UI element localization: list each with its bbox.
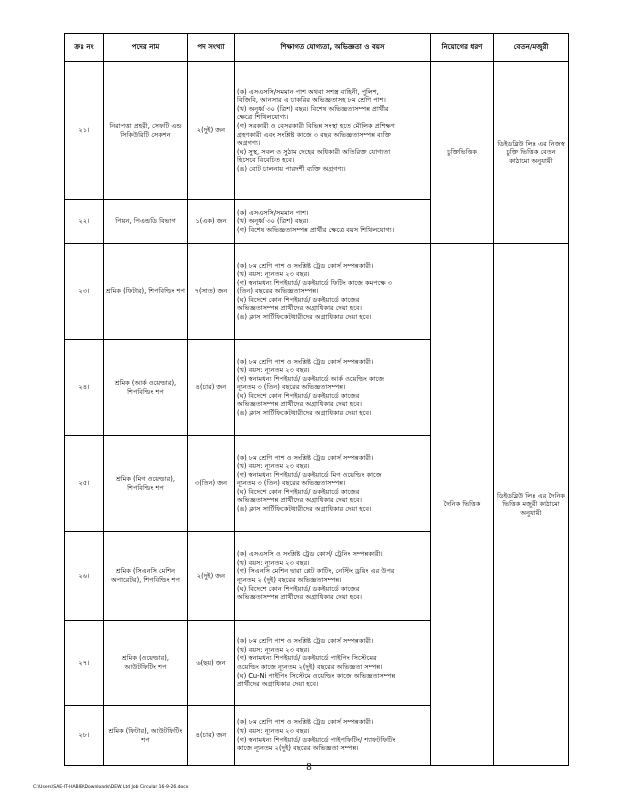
serial-cell: ২২।	[65, 200, 104, 244]
qualification-line: (ঘ) বিদেশে কোন শিপইয়ার্ড/ ডকইয়ার্ডে কাজের	[237, 487, 360, 496]
header-qualification: শিক্ষাগত যোগ্যতা, অভিজ্ঞতা ও বয়স	[235, 34, 431, 62]
qualification-line: (খ) বয়স: ন্যূনতম ২৩ বছর।	[237, 366, 310, 375]
appointment-type-daily: দৈনিক ভিত্তিক	[431, 244, 494, 766]
serial-cell: ২৬।	[65, 532, 104, 621]
qualification-line: (ঘ) বিদেশে কোন শিপইয়ার্ড/ ডকইয়ার্ডে কাজের	[237, 584, 360, 593]
serial-cell: ২৫।	[65, 436, 104, 532]
serial-cell: ২৪।	[65, 340, 104, 436]
qualification-line: ন্যূনতম ৩ (তিন) বছরের অভিজ্ঞতাসম্পন্ন।	[237, 479, 346, 488]
qualification-cell	[235, 706, 431, 766]
qualification-line: (খ) বয়স: ন্যূনতম ২৩ বছর।	[237, 270, 310, 279]
serial-cell: ২১।	[65, 62, 104, 200]
qualification-line: (খ) বয়স: ন্যূনতম ২৩ বছর।	[237, 645, 310, 654]
qualification-line: (গ) স্বনামধন্য শিপইয়ার্ড/ ডকইয়ার্ডে মিগ ওয়েল্ডিং কাজে	[237, 470, 382, 479]
qualification-line: (ক) এসএসসি ও সংশ্লিষ্ট ট্রেড কোর্স/ ট্রেনিং সম্পন্নকারী।	[237, 550, 383, 559]
qualification-line: ন্যূনতম ২ (দুই) বছরের অভিজ্ঞতাসম্পন্ন।	[237, 576, 342, 584]
qualification-line: হিসেবে বিবেচিত হবে।	[237, 156, 295, 165]
qualification-line: ন্যূনতম ৩ (তিন) বছরের অভিজ্ঞতাসম্পন্ন।	[237, 383, 346, 392]
header-appointment-type: নিয়োগের ধরণ	[431, 34, 494, 62]
post-count-cell: ১(এক) জন	[188, 200, 235, 244]
qualification-line: (ঙ) ক্লাস সার্টিফিকেটধারীদের অগ্রাধিকার দেয়া হবে।	[237, 312, 372, 321]
qualification-line: (খ) বয়স: ন্যূনতম ২৩ বছর।	[237, 558, 310, 567]
qualification-line: (ঘ) বিদেশে কোন শিপইয়ার্ড/ ডকইয়ার্ডে কাজের	[237, 391, 360, 400]
qualification-line: (খ) বয়স: ন্যূনতম ২৩ বছর।	[237, 726, 310, 735]
qualification-line: (ঘ) Cu-Ni পাইপিং সিস্টেমে ওয়েল্ডিং কাজে অভিজ্ঞতাসম্পন্ন	[237, 671, 396, 680]
qualification-line: (ক) এসএসসি/সমমান পাশ অথবা সশস্ত্র বাহিনী, পুলিশ,	[237, 87, 379, 96]
post-name-cell: শ্রমিক (ফিটার), আউটফিটিং শপ	[104, 706, 188, 766]
qualification-line: প্রার্থীদের অগ্রাধিকার দেয়া হবে।	[237, 680, 319, 689]
qualification-line: অভিজ্ঞতাসম্পন্ন প্রার্থীদের অগ্রাধিকার দেয়া হবে।	[237, 304, 362, 313]
post-name-cell: শ্রমিক (ওয়েল্ডার), আউটফিটিং শপ	[104, 621, 188, 706]
file-path-footer: C:\Users\SAE-IT-HABIB\Downloads\DEW Ltd Job Circular 16-9-26.docx	[33, 785, 189, 790]
qualification-line: অভিজ্ঞতাসম্পন্ন প্রার্থীদের অগ্রাধিকার দেয়া হবে।	[237, 400, 362, 409]
post-name-cell: শ্রমিক (ফিটার), শিপবিল্ডিং শপ	[104, 244, 188, 340]
qualification-line: (ক) ৮ম শ্রেণি পাশ ও সংশ্লিষ্ট ট্রেড কোর্স সম্পন্নকারী।	[237, 357, 374, 366]
post-count-cell: ৩(তিন) জন	[188, 436, 235, 532]
table-header-row	[65, 34, 569, 62]
qualification-cell	[235, 62, 431, 200]
qualification-line: (গ) বিশেষ অভিজ্ঞতাসম্পন্ন প্রার্থীর ক্ষেত্রে বয়স শিথিলযোগ্য।	[237, 225, 395, 234]
qualification-line: (ঙ) বোট চালনায় পারদর্শী ব্যক্তি অগ্রগণ্য।	[237, 164, 346, 173]
serial-cell: ২৮।	[65, 706, 104, 766]
qualification-cell	[235, 621, 431, 706]
qualification-line: (খ) অনূর্ধ্ব ৩০ (ত্রিশ) বছর।	[237, 217, 309, 226]
post-count-cell: ৬(ছয়) জন	[188, 621, 235, 706]
post-name-cell: শ্রমিক (মিগ ওয়েল্ডার), শিপবিল্ডিং শপ	[104, 436, 188, 532]
appointment-type-contract: চুক্তিভিত্তিক	[431, 62, 494, 244]
header-post-name: পদের নাম	[104, 34, 188, 62]
qualification-line: (ক) ৮ম শ্রেণি পাশ ও সংশ্লিষ্ট ট্রেড কোর্স সম্পন্নকারী।	[237, 453, 374, 462]
salary-daily: ডিইডব্লিউ লিঃ এর দৈনিক ভিত্তিক মজুরী কাঠামো অনুযায়ী	[494, 244, 569, 766]
qualification-cell	[235, 340, 431, 436]
qualification-line: (ঘ) সুস্থ, সবল ও সুঠাম দেহের অধিকারী অতিরিক্ত যোগ্যতা	[237, 147, 391, 156]
qualification-line: (খ) অনূর্ধ্ব ৩০ (ত্রিশ) বছর। বিশেষ অভিজ্ঞতাসম্পন্ন প্রার্থীর	[237, 104, 389, 113]
qualification-line: (গ) স্বনামধন্য শিপইয়ার্ড/ ডকইয়ার্ডে পাইপফিটিং/ শ্যাফটফিটিং	[237, 735, 396, 744]
post-name-cell: শ্রমিক (সিএনসি মেশিন অপারেটর), শিপবিল্ডিং শপ	[104, 532, 188, 621]
qualification-cell	[235, 436, 431, 532]
qualification-line: (তিন) বছরের অভিজ্ঞতাসম্পন্ন।	[237, 287, 319, 296]
qualification-line: (গ) সিএনসি মেশিন দ্বারা প্লেট কাটিং, নেস্টিং ড্রয়িং এর উপর	[237, 567, 395, 576]
table-row	[65, 62, 569, 200]
page-number: 8	[306, 763, 312, 773]
qualification-line: (ক) ৮ম শ্রেণি পাশ ও সংশ্লিষ্ট ট্রেড কোর্স সম্পন্নকারী।	[237, 637, 374, 646]
qualification-line: অভিজ্ঞতাসম্পন্ন প্রার্থীদের অগ্রাধিকার দেয়া হবে।	[237, 593, 362, 602]
serial-cell: ২৩।	[65, 244, 104, 340]
qualification-line: (ঙ) ক্লাস সার্টিফিকেটধারীদের অগ্রাধিকার দেয়া হবে।	[237, 504, 372, 513]
table-row	[65, 244, 569, 340]
qualification-cell	[235, 244, 431, 340]
qualification-line: (ঙ) ক্লাস সার্টিফিকেটধারীদের অগ্রাধিকার দেয়া হবে।	[237, 408, 372, 417]
qualification-line: (গ) স্বনামধন্য শিপইয়ার্ড/ ডকইয়ার্ডে আর্ক ওয়েল্ডিং কাজে	[237, 374, 385, 383]
post-count-cell: ২(দুই) জন	[188, 62, 235, 200]
post-count-cell: ২(দুই) জন	[188, 532, 235, 621]
post-name-cell: পিয়ন, পিএন্ডডি বিভাগ	[104, 200, 188, 244]
qualification-line: (ক) ৮ম শ্রেণি পাশ ও সংশ্লিষ্ট ট্রেড কোর্স সম্পন্নকারী।	[237, 261, 374, 270]
qualification-line: বিজিবি, আনসার এ চাকরির অভিজ্ঞতাসহ ৮ম শ্রেণি পাশ।	[237, 96, 386, 105]
qualification-line: (খ) বয়স: ন্যূনতম ২৩ বছর।	[237, 462, 310, 471]
qualification-cell	[235, 200, 431, 244]
qualification-line: ক্ষেত্রে শিথিলযোগ্য।	[237, 113, 289, 122]
qualification-line: (গ) স্বনামধন্য শিপইয়ার্ড/ ডকইয়ার্ডে ফিটিং কাজে কমপক্ষে ৩	[237, 278, 393, 287]
post-count-cell: ৭(সাত) জন	[188, 244, 235, 340]
qualification-cell	[235, 532, 431, 621]
qualification-line: অভিজ্ঞতাসম্পন্ন প্রার্থীদের অগ্রাধিকার দেয়া হবে।	[237, 496, 362, 505]
post-count-cell: ৪(চার) জন	[188, 340, 235, 436]
job-circular-table	[64, 33, 569, 766]
header-serial: ক্রঃ নং	[65, 34, 104, 62]
post-name-cell: নিরাপত্তা প্রহরী, সেফটি এন্ড সিকিউরিটি সেকশন	[104, 62, 188, 200]
qualification-line: (ঘ) বিদেশে কোন শিপইয়ার্ড/ ডকইয়ার্ডে কাজের	[237, 295, 360, 304]
qualification-line: কাজে ন্যূনতম ২(দুই) বছরের অভিজ্ঞতা সম্পন্ন।	[237, 744, 359, 753]
serial-cell: ২৭।	[65, 621, 104, 706]
header-post-count: পদ সংখ্যা	[188, 34, 235, 62]
qualification-line: (ক) ৮ম শ্রেণি পাশ ও সংশ্লিষ্ট ট্রেড কোর্স সম্পন্নকারী।	[237, 718, 374, 727]
qualification-line: (গ) সরকারী ও বেসরকারী বিভিন্ন সংস্থা হতে মৌলিক প্রশিক্ষণ	[237, 121, 395, 130]
qualification-line: অগ্রগণ্য।	[237, 139, 261, 148]
qualification-line: (গ) স্বনামধন্য শিপইয়ার্ড/ ডকইয়ার্ডে পাইপিং সিস্টেমের	[237, 654, 377, 663]
post-name-cell: শ্রমিক (আর্ক ওয়েল্ডার), শিপবিল্ডিং শপ	[104, 340, 188, 436]
salary-contract: ডিইডব্লিউ লিঃ এর নিজস্ব চুক্তি ভিত্তিক বেতন কাঠামো অনুযায়ী	[494, 62, 569, 244]
qualification-line: ওয়েল্ডিং কাজে ন্যূনতম ২(দুই) বছরের অভিজ্ঞতা সম্পন্ন।	[237, 663, 383, 671]
qualification-line: গ্রহণকারী এবং সংশ্লিষ্ট কাজে ৩ বছর অভিজ্ঞতাসম্পন্ন ব্যক্তি	[237, 130, 391, 139]
header-salary: বেতন/মজুরী	[494, 34, 569, 62]
qualification-line: (ক) এসএসসি/সমমান পাশ।	[237, 208, 309, 217]
post-count-cell: ৪(চার) জন	[188, 706, 235, 766]
